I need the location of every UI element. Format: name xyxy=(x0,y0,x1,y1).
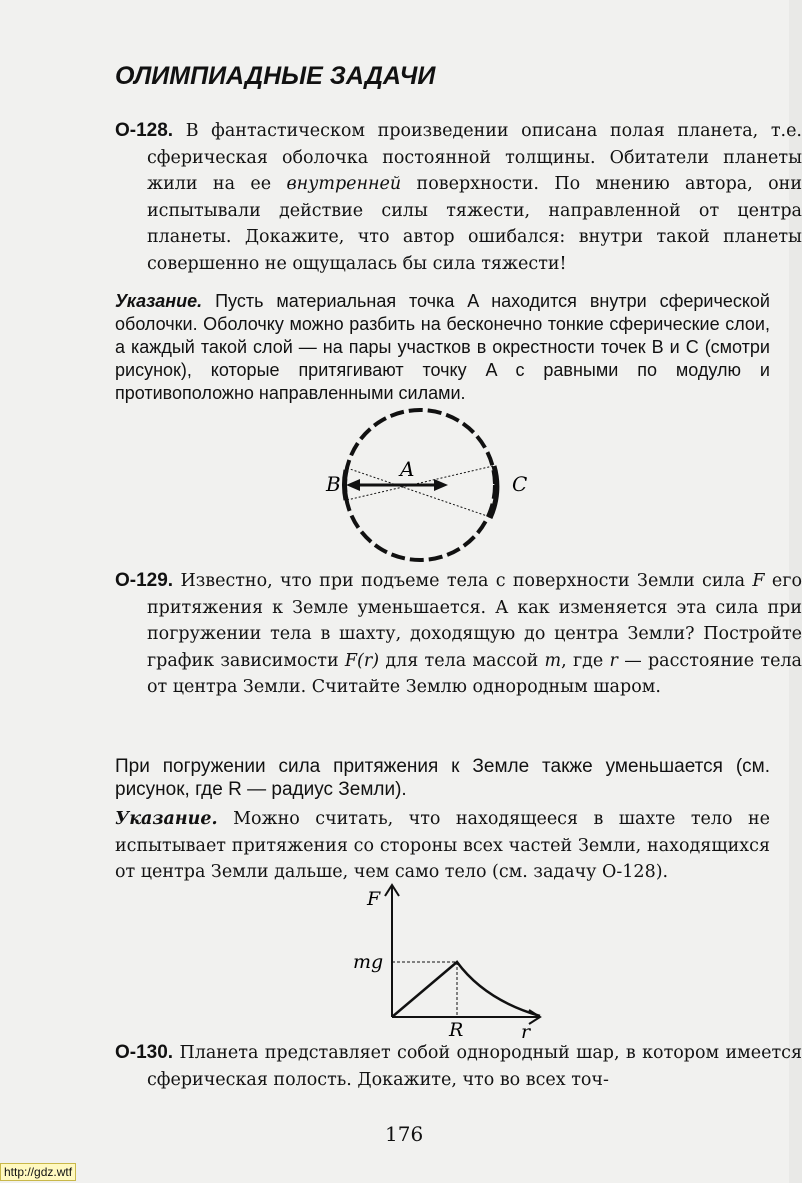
hint-label: Указание. xyxy=(115,291,203,311)
problem-o129: О-129. Известно, что при подъеме тела с поверхности Земли сила F его притяжения к Земле уменьшается. А как изменяется эта сила при погружении тела в шахту, доходящую до центра Земли? Постройте график зависимости F(r) для тела массой m, где r — расстояние тела от центра Земли. Считайте Землю однородным шаром. xyxy=(115,570,802,697)
section-heading: ОЛИМПИАДНЫЕ ЗАДАЧИ xyxy=(115,62,436,90)
problem-label: О-128. xyxy=(115,120,174,141)
watermark-link[interactable]: http://gdz.wtf xyxy=(0,1163,76,1181)
x-axis-label: r xyxy=(521,1021,531,1043)
mg-label: mg xyxy=(353,951,384,973)
point-a-label: A xyxy=(400,457,415,481)
answer-o129: При погружении сила притяжения к Земле также уменьшается (см. рисунок, где R — радиус Земли). xyxy=(115,756,770,800)
sphere-shell-diagram xyxy=(326,400,530,570)
y-axis-label: F xyxy=(367,888,381,910)
page-number: 176 xyxy=(385,1122,424,1146)
radius-label: R xyxy=(449,1019,464,1041)
problem-o128: О-128. В фантастическом произведении описана полая планета, т.е. сферическая оболочка постоянной толщины. Обитатели планеты жили на ее внутренней поверхности. По мнению автора, они испытывали действие силы тяжести, направленной от центра планеты. Докажите, что автор ошибался: внутри такой планеты совершенно не ощущалась бы сила тяжести! xyxy=(115,120,802,274)
hint-o128: Указание. Пусть материальная точка A находится внутри сферической оболочки. Оболочку можно разбить на бесконечно тонкие сферические слои, а каждый такой слой — на пары участков в окрестности точек B и C (смотри рисунок), которые притягивают точку A с равными по модулю и противоположно направленными силами. xyxy=(115,291,770,403)
force-vs-distance-graph xyxy=(325,880,555,1043)
point-b-label: B xyxy=(326,472,341,496)
point-c-label: C xyxy=(512,472,528,496)
problem-o130: О-130. Планета представляет собой однородный шар, в котором имеется сферическая полость. Докажите, что во всех точ- xyxy=(115,1042,802,1090)
hint-o129: Указание. Можно считать, что находящееся в шахте тело не испытывает притяжения со стороны всех частей Земли, находящихся от центра Земли дальше, чем само тело (см. задачу О-128). xyxy=(115,809,770,882)
